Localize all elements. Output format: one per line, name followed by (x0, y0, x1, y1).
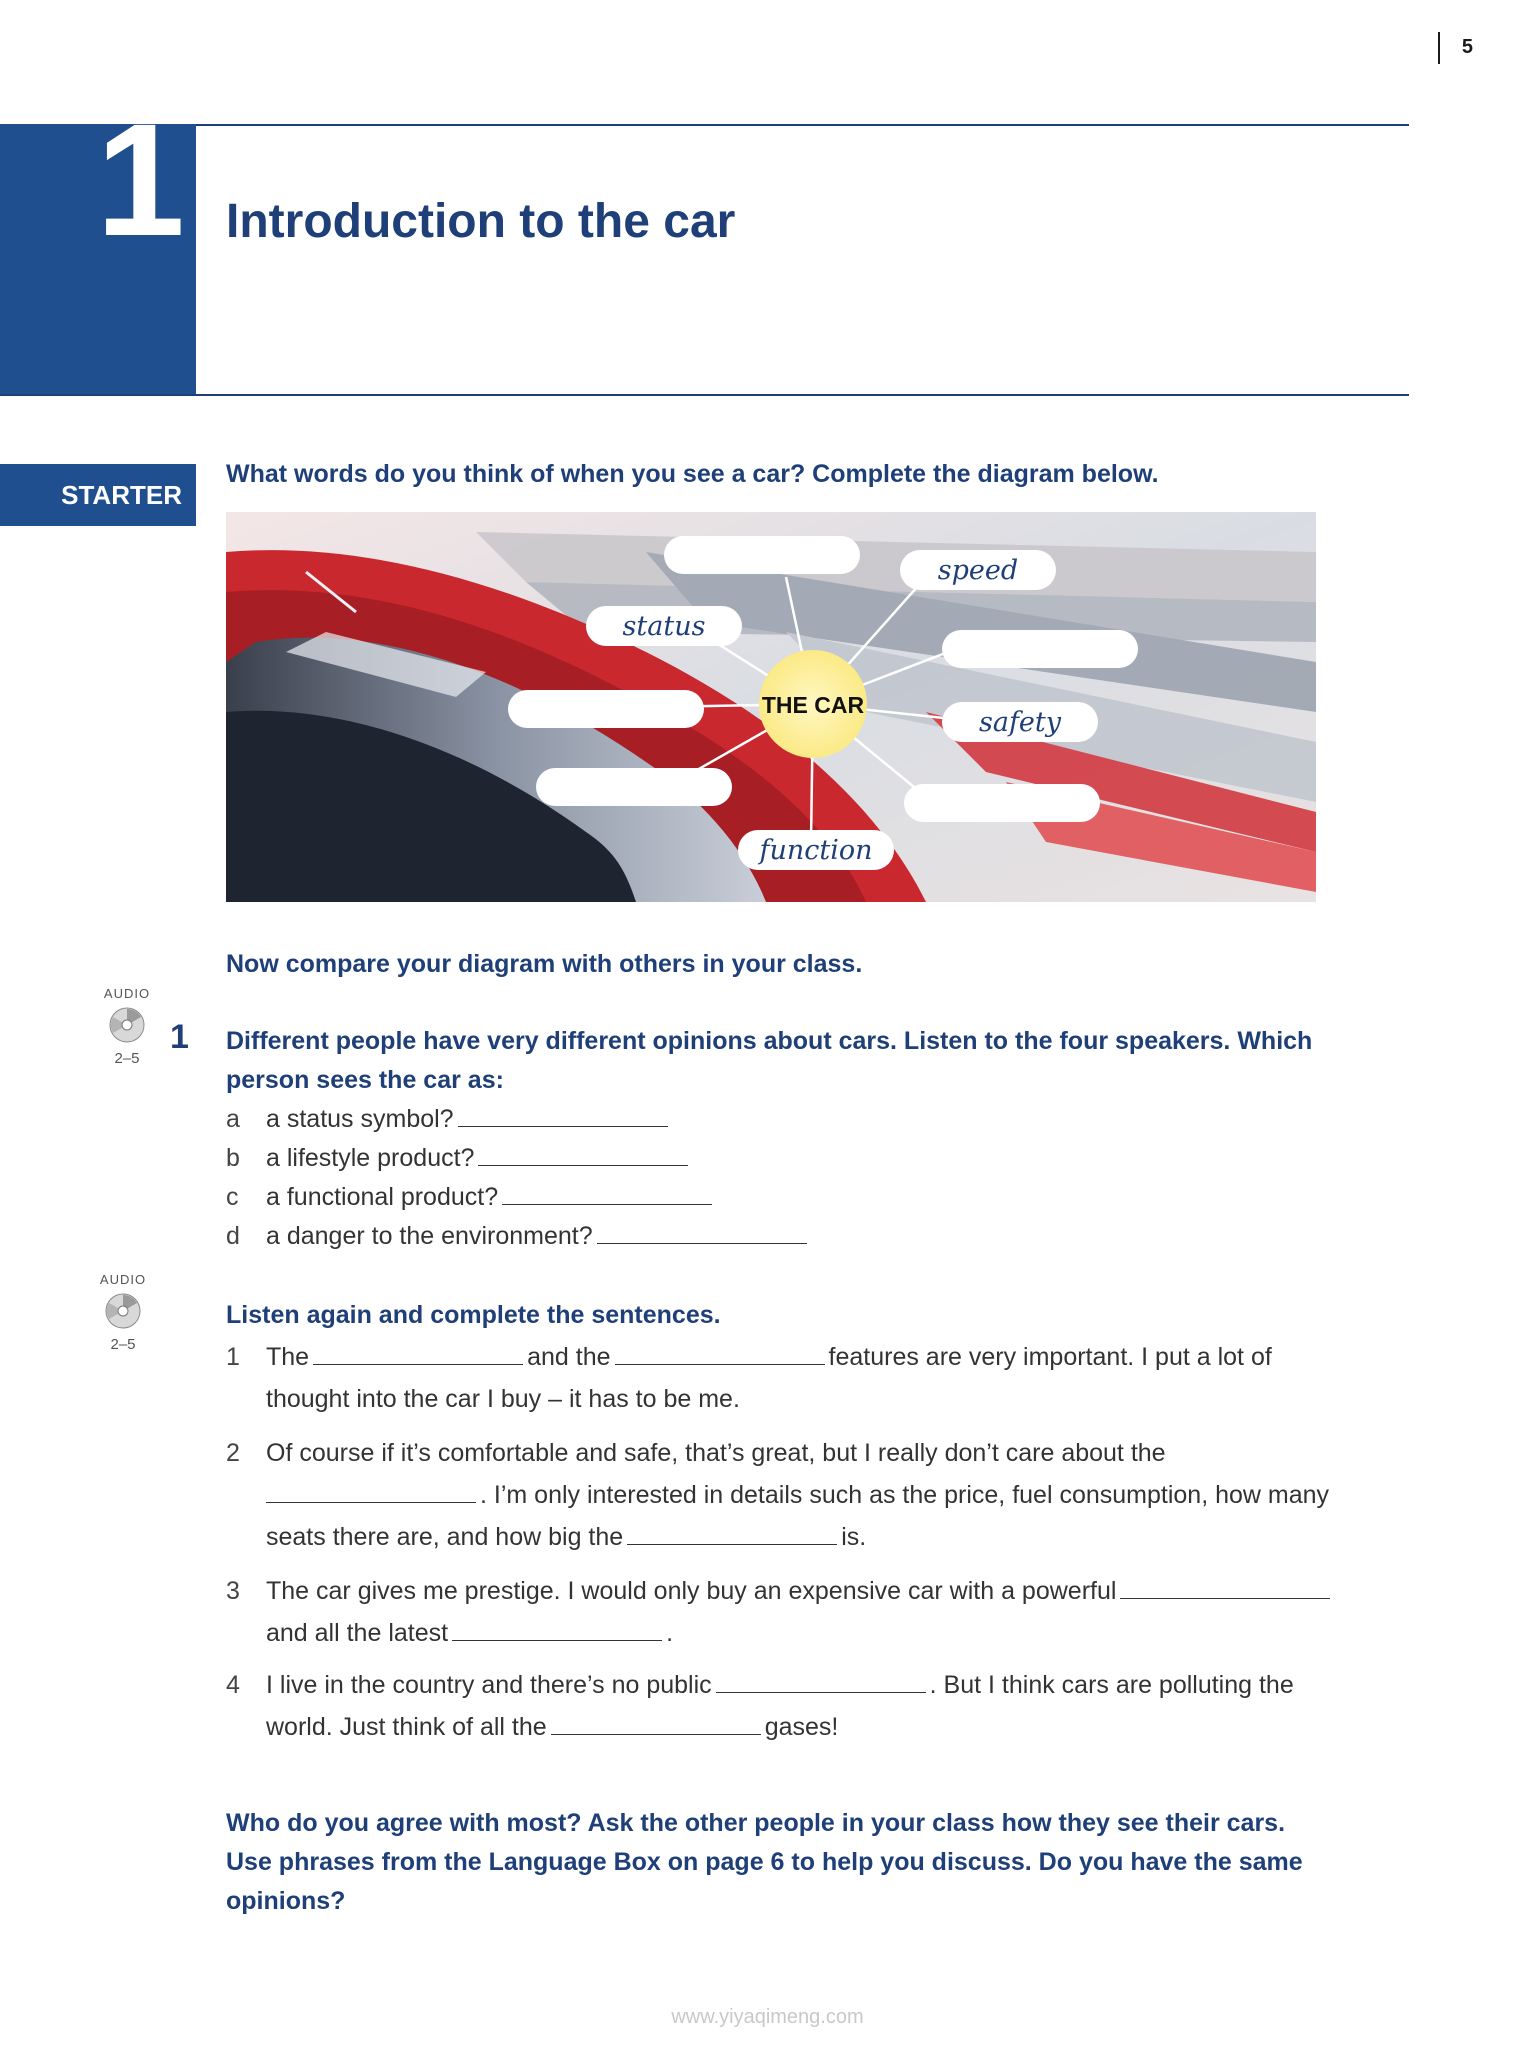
audio-track: 2–5 (110, 1336, 136, 1353)
starter-instruction: What words do you think of when you see a car? Complete the diagram below. (226, 460, 1159, 488)
page-number: 5 (1461, 36, 1473, 58)
answer-blank[interactable] (266, 1478, 476, 1503)
list-item: c a functional product? (226, 1178, 811, 1217)
audio-marker-2 (88, 1272, 158, 1353)
list-item: a a status symbol? (226, 1100, 811, 1139)
answer-blank[interactable] (458, 1102, 668, 1127)
label-function: function (759, 835, 873, 866)
answer-blank[interactable] (502, 1180, 712, 1205)
exercise-1-instruction-line-2: person sees the car as: (226, 1066, 504, 1094)
car-word-diagram (226, 512, 1316, 902)
cd-icon (105, 1293, 141, 1329)
blank-bubble (942, 630, 1138, 668)
answer-blank[interactable] (1120, 1574, 1330, 1599)
car-photo (226, 512, 1316, 902)
sentence-2: 2 Of course if it’s comfortable and safe, that’s great, but I really don’t care about the . I’m only interested in details such as the price, fuel consumption, how many seats there are, and how big the is. (226, 1439, 1330, 1551)
audio-label: AUDIO (103, 986, 151, 1001)
page-number-divider (1438, 32, 1440, 64)
label-speed: speed (937, 555, 1019, 586)
answer-blank[interactable] (551, 1710, 761, 1735)
unit-title: Introduction to the car (226, 195, 736, 248)
list-item: d a danger to the environment? (226, 1217, 811, 1256)
blank-bubble (508, 690, 704, 728)
diagram-center-label: THE CAR (761, 692, 865, 718)
starter-label: STARTER (61, 480, 182, 510)
answer-blank[interactable] (597, 1219, 807, 1244)
blank-bubble (904, 784, 1100, 822)
header-rule-bottom (0, 394, 1409, 396)
audio-label: AUDIO (99, 1272, 147, 1287)
answer-blank[interactable] (716, 1668, 926, 1693)
label-safety: safety (978, 707, 1062, 738)
blank-bubble (664, 536, 860, 574)
answer-blank[interactable] (478, 1141, 688, 1166)
exercise-1-instruction-line-1: Different people have very different opinions about cars. Listen to the four speakers. Which (226, 1027, 1313, 1055)
list-item: b a lifestyle product? (226, 1139, 811, 1178)
exercise-1-number: 1 (170, 1018, 189, 1056)
audio-track: 2–5 (114, 1050, 140, 1067)
exercise-1-list (226, 1100, 811, 1256)
blank-bubble (536, 768, 732, 806)
answer-blank[interactable] (627, 1520, 837, 1545)
sentence-3: 3 The car gives me prestige. I would only buy an expensive car with a powerful and all the latest . (226, 1570, 1396, 1654)
header-rule-top (196, 124, 1409, 126)
discussion-instruction: Who do you agree with most? Ask the other people in your class how they see their cars. Use phrases from the Language Box on page 6 to help you discuss. Do you have the same opinions? (226, 1809, 1303, 1915)
audio-marker-1 (92, 986, 162, 1067)
cd-icon (109, 1007, 145, 1043)
answer-blank[interactable] (615, 1340, 825, 1365)
answer-blank[interactable] (313, 1340, 523, 1365)
exercise-1-instruction (226, 1022, 1312, 1100)
answer-blank[interactable] (452, 1616, 662, 1641)
compare-instruction: Now compare your diagram with others in your class. (226, 950, 863, 978)
sentence-1: 1 The and the features are very important. I put a lot of thought into the car I buy – it has to be me. (226, 1336, 1396, 1420)
exercise-2-instruction: Listen again and complete the sentences. (226, 1301, 721, 1329)
label-status: status (622, 611, 706, 642)
unit-number: 1 (96, 90, 181, 269)
sentence-4: 4 I live in the country and there’s no public . But I think cars are polluting the world. Just think of all the gases! (226, 1664, 1396, 1748)
watermark: www.yiyaqimeng.com (671, 2006, 864, 2028)
